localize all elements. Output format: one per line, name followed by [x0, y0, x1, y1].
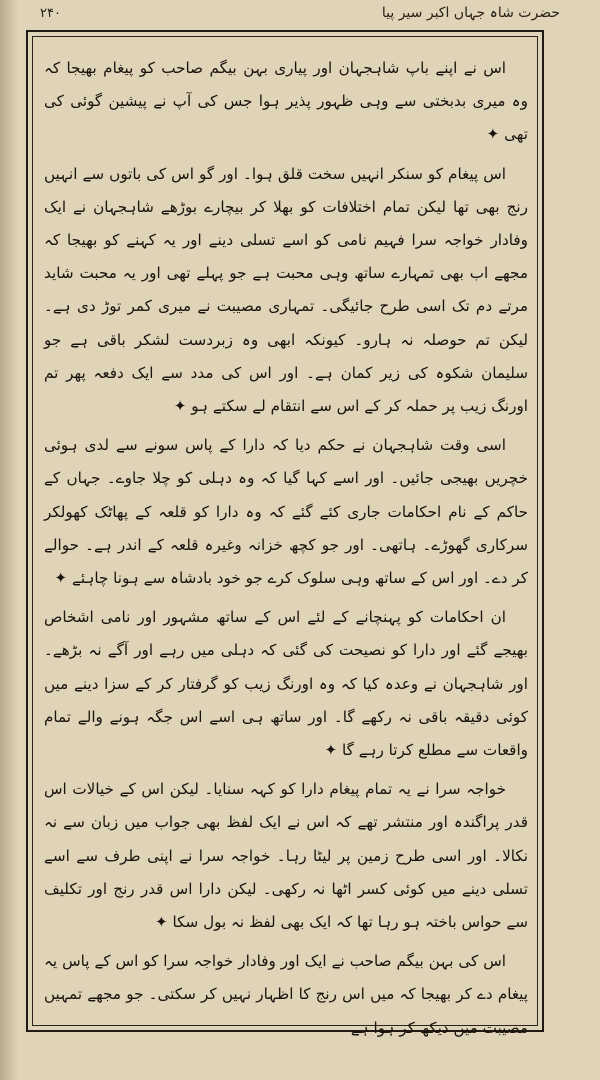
text-block: [44, 52, 528, 1037]
paragraph-6: اس کی بہن بیگم صاحب نے ایک اور وفادار خواجہ سرا کو اس کے پاس یہ پیغام دے کر بھیجا کہ میں اس رنج کا اظہار نہیں کر سکتی۔ جو مجھے تمہیں مصیبت میں دیکھ کر ہوا ہے: [44, 952, 528, 1037]
paragraph-2: اس پیغام کو سنکر انہیں سخت قلق ہوا۔ اور گو اس کی باتوں سے انہیں رنج بھی تھا لیکن تمام اختلافات کو بھلا کر بیچارے بوڑھے شاہجہان نے ایک وفادار خواجہ سرا فہیم نامی کو اسے تسلی دینے اور یہ کہنے کو بھیجا کہ مجھے اب بھی تمہارے ساتھ وہی محبت ہے جو پہلے تھی اور یہ محبت شاید مرتے دم تک اسی طرح جائیگی۔ تمہاری مصیبت نے میری کمر توڑ دی ہے۔ لیکن تم حوصلہ نہ ہارو۔ کیونکہ ابھی وہ زبردست لشکر باقی ہے جو سلیمان شکوہ کی زیر کمان ہے۔ اور اس کی مدد سے ایک دفعہ پھر تم اورنگ زیب پر حملہ کر کے اس سے انتقام لے سکتے ہو ✦: [44, 164, 528, 416]
paragraph-4: ان احکامات کو پہنچانے کے لئے اس کے ساتھ مشہور اور نامی اشخاص بھیجے گئے اور دارا کو نصیحت کی گئی کہ دہلی میں رہے اور آگے نہ بڑھے۔ اور شاہجہان نے وعدہ کیا کہ وہ اورنگ زیب کو گرفتار کر کے سزا دینے میں کوئی دقیقہ باقی نہ رکھے گا۔ اور ساتھ ہی اسے اس جگہ ہونے والے تمام واقعات سے مطلع کرتا رہے گا ✦: [44, 608, 528, 760]
paragraph-3: اسی وقت شاہجہان نے حکم دیا کہ دارا کے پاس سونے سے لدی ہوئی خچریں بھیجی جائیں۔ اور اسے کہا گیا کہ وہ دہلی کو چلا جاوے۔ جہاں کے حاکم کے نام احکامات جاری کئے گئے کہ وہ دارا کو قلعہ کے پھاٹک کھولکر سرکاری گھوڑے۔ ہاتھی۔ اور جو کچھ خزانہ وغیرہ قلعہ کے اندر ہے۔ حوالے کر دے۔ اور اس کے ساتھ وہی سلوک کرے جو خود بادشاہ سے ہونا چاہئے ✦: [44, 436, 528, 588]
running-title: حضرت شاہ جہاں اکبر سیر پیا: [381, 5, 560, 21]
page-number: ۲۴۰: [40, 5, 61, 21]
paragraph-5: خواجہ سرا نے یہ تمام پیغام دارا کو کہہ سنایا۔ لیکن اس کے خیالات اس قدر پراگندہ اور منتشر تھے کہ اس نے ایک لفظ بھی جواب میں زبان سے نہ نکالا۔ اور اسی طرح زمین پر لیٹا رہا۔ خواجہ سرا نے اپنی طرف سے اسے تسلی دینے میں کوئی کسر اٹھا نہ رکھی۔ لیکن دارا اس قدر رنج اور تکلیف سے حواس باختہ ہو رہا تھا کہ ایک بھی لفظ نہ بول سکا ✦: [44, 780, 528, 932]
page-gutter-shadow: [0, 0, 18, 1080]
running-header: [0, 0, 600, 26]
paragraph-1: اس نے اپنے باپ شاہجہان اور پیاری بہن بیگم صاحب کو پیغام بھیجا کہ وہ میری بدبختی سے وہی ظہور پذیر ہوا جس کی آپ نے پیشین گوئی کی تھی ✦: [44, 59, 528, 144]
